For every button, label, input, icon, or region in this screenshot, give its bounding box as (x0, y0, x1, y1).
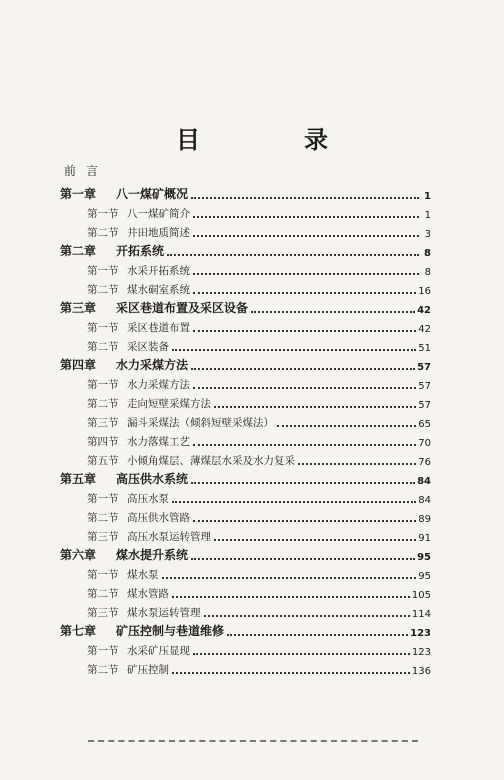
entry-page-number: 65 (418, 419, 431, 430)
entry-page-number: 51 (418, 343, 431, 354)
entry-page-number: 114 (411, 609, 431, 620)
entry-number: 第五章 (60, 472, 97, 486)
entry-title: 采区装备 (127, 341, 169, 353)
toc-section-entry[interactable] (87, 582, 431, 601)
entry-page-number: 1 (424, 191, 431, 202)
leader-dots (298, 462, 416, 465)
entry-page-number: 136 (411, 666, 431, 677)
entry-number: 第三节 (87, 531, 119, 543)
leader-dots (193, 291, 416, 294)
entry-number: 第二节 (87, 227, 119, 239)
leader-dots (167, 253, 419, 256)
leader-dots (204, 614, 410, 617)
bottom-divider (88, 740, 418, 742)
entry-page-number: 42 (418, 324, 431, 335)
entry-number: 第四节 (87, 436, 119, 448)
leader-dots (193, 519, 416, 522)
toc-section-entry[interactable] (87, 411, 431, 430)
entry-page-number: 91 (418, 533, 431, 544)
entry-page-number: 42 (417, 305, 431, 316)
entry-number: 第一节 (87, 208, 119, 220)
leader-dots (191, 196, 419, 199)
entry-title: 煤水管路 (127, 588, 169, 600)
entry-title: 高压供水管路 (127, 512, 190, 524)
entry-title: 开拓系统 (116, 244, 165, 258)
entry-title: 水力采煤方法 (116, 358, 189, 372)
entry-title: 小倾角煤层、薄煤层水采及水力复采 (127, 455, 295, 467)
entry-title: 矿压控制 (127, 664, 169, 676)
entry-number: 第一节 (87, 379, 119, 391)
entry-number: 第一节 (87, 265, 119, 277)
entry-title: 八一煤矿概况 (116, 187, 189, 201)
leader-dots (172, 671, 410, 674)
entry-number: 第一章 (60, 187, 97, 201)
leader-dots (214, 538, 416, 541)
entry-title: 煤水泵运转管理 (127, 607, 201, 619)
entry-title: 高压水泵运转管理 (127, 531, 211, 543)
leader-dots (172, 348, 416, 351)
toc-chapter-entry[interactable] (60, 354, 431, 373)
toc-chapter-entry[interactable] (60, 240, 431, 259)
toc-chapter-entry[interactable] (60, 297, 431, 316)
entry-number: 第二节 (87, 588, 119, 600)
leader-dots (191, 481, 415, 484)
page-title: 目 录 (176, 125, 368, 154)
entry-page-number: 95 (417, 552, 431, 563)
toc-chapter-entry[interactable] (60, 468, 431, 487)
entry-number: 第五节 (87, 455, 119, 467)
leader-dots (193, 652, 410, 655)
toc-section-entry[interactable] (87, 449, 431, 468)
entry-title: 水采矿压显现 (127, 645, 190, 657)
leader-dots (193, 386, 416, 389)
entry-page-number: 57 (418, 400, 431, 411)
entry-number: 第二节 (87, 398, 119, 410)
entry-number: 第二节 (87, 512, 119, 524)
entry-number: 第二节 (87, 341, 119, 353)
entry-page-number: 89 (418, 514, 431, 525)
entry-page-number: 84 (417, 476, 431, 487)
preface-link[interactable]: 前言 (64, 164, 109, 178)
toc-section-entry[interactable] (87, 316, 431, 335)
leader-dots (191, 367, 415, 370)
entry-page-number: 3 (424, 229, 431, 240)
entry-number: 第二节 (87, 664, 119, 676)
leader-dots (193, 234, 419, 237)
entry-number: 第三章 (60, 301, 97, 315)
entry-number: 第一节 (87, 569, 119, 581)
entry-page-number: 123 (410, 628, 431, 639)
entry-title: 走向短壁采煤方法 (127, 398, 211, 410)
entry-title: 矿压控制与巷道维修 (116, 624, 225, 638)
toc-section-entry[interactable] (87, 278, 431, 297)
entry-page-number: 76 (418, 457, 431, 468)
leader-dots (193, 215, 419, 218)
entry-number: 第七章 (60, 624, 97, 638)
entry-title: 漏斗采煤法（倾斜短壁采煤法） (127, 417, 274, 429)
leader-dots (214, 405, 416, 408)
leader-dots (227, 633, 408, 636)
toc-section-entry[interactable] (87, 221, 431, 240)
toc-section-entry[interactable] (87, 430, 431, 449)
toc-section-entry[interactable] (87, 563, 431, 582)
toc-section-entry[interactable] (87, 601, 431, 620)
entry-number: 第一节 (87, 322, 119, 334)
entry-number: 第二章 (60, 244, 97, 258)
entry-page-number: 70 (418, 438, 431, 449)
entry-number: 第四章 (60, 358, 97, 372)
entry-title: 水力采煤方法 (127, 379, 190, 391)
leader-dots (172, 500, 416, 503)
leader-dots (193, 272, 419, 275)
entry-page-number: 8 (424, 248, 431, 259)
entry-number: 第六章 (60, 548, 97, 562)
toc-chapter-entry[interactable] (60, 620, 431, 639)
entry-number: 第一节 (87, 645, 119, 657)
toc-chapter-entry[interactable] (60, 544, 431, 563)
entry-title: 采区巷道布置及采区设备 (116, 301, 249, 315)
entry-page-number: 57 (417, 362, 431, 373)
entry-title: 八一煤矿简介 (127, 208, 190, 220)
entry-title: 水力落煤工艺 (127, 436, 190, 448)
toc-section-entry[interactable] (87, 639, 431, 658)
leader-dots (193, 443, 416, 446)
entry-title: 高压水泵 (127, 493, 169, 505)
entry-page-number: 95 (418, 571, 431, 582)
entry-page-number: 105 (411, 590, 431, 601)
toc-section-entry[interactable] (87, 487, 431, 506)
toc-chapter-entry[interactable] (60, 183, 431, 202)
entry-page-number: 1 (424, 210, 431, 221)
entry-number: 第三节 (87, 607, 119, 619)
entry-page-number: 123 (411, 647, 431, 658)
toc-section-entry[interactable] (87, 373, 431, 392)
toc-section-entry[interactable] (87, 506, 431, 525)
entry-number: 第二节 (87, 284, 119, 296)
entry-title: 煤水硐室系统 (127, 284, 190, 296)
entry-page-number: 8 (424, 267, 431, 278)
entry-page-number: 84 (418, 495, 431, 506)
leader-dots (193, 329, 416, 332)
entry-title: 水采开拓系统 (127, 265, 190, 277)
leader-dots (191, 557, 415, 560)
entry-page-number: 16 (418, 286, 431, 297)
entry-title: 煤水泵 (127, 569, 159, 581)
toc-section-entry[interactable] (87, 202, 431, 221)
leader-dots (251, 310, 415, 313)
toc-section-entry[interactable] (87, 392, 431, 411)
entry-number: 第一节 (87, 493, 119, 505)
leader-dots (277, 424, 416, 427)
toc-section-entry[interactable] (87, 525, 431, 544)
leader-dots (172, 595, 410, 598)
toc-section-entry[interactable] (87, 259, 431, 278)
entry-title: 高压供水系统 (116, 472, 189, 486)
entry-title: 采区巷道布置 (127, 322, 190, 334)
entry-title: 井田地质简述 (127, 227, 190, 239)
entry-page-number: 57 (418, 381, 431, 392)
entry-number: 第三节 (87, 417, 119, 429)
leader-dots (162, 576, 417, 579)
toc-section-entry[interactable] (87, 658, 431, 677)
entry-title: 煤水提升系统 (116, 548, 189, 562)
toc-section-entry[interactable] (87, 335, 431, 354)
